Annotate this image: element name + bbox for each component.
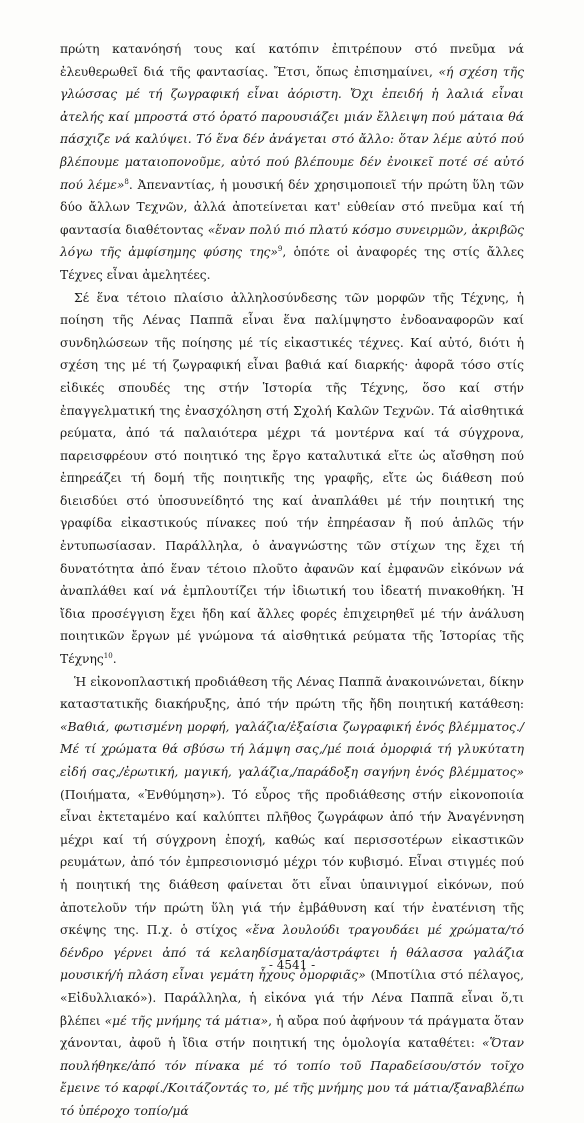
text-run: , ἡ αὔρα πού ἀφήνουν τά πράγματα ὅταν χάνονται, ἀφοῦ ἡ ἴδια στήν ποιητική της ὁμολογία καταθέτει: [60,1013,524,1051]
paragraph [60,287,524,671]
quoted-text: «Βαθιά, φωτισμένη μορφή, γαλάζια/ἐξαίσια ζωγραφική ἑνός βλέμματος./Μέ τί χρώματα θά σβύσω τή λάμψη σας,/μέ ποιά ὀμορφιά τή γλυκύτατη εἰδή σας,/ἐρωτική, μαγική, γαλάζια,/παράδοξη σαγήνη ἑνός βλέμματος» [60,719,524,779]
text-run: Ἡ εἰκονοπλαστική προδιάθεση τῆς Λένας Παππᾶ ἀνακοινώνεται, δίκην καταστατικῆς διακήρυξης, ἀπό τήν πρώτη τῆς ἤδη ποιητική κατάθεση: [60,674,524,712]
quoted-text: «Ὅταν πουλήθηκε/ἀπό τόν πίνακα μέ τό τοπίο τοῦ Παραδείσου/στόν τοῖχο ἔμεινε τό καρφί./Κοιτάζοντάς το, μέ τῆς μνήμης μου τά μάτια/ξαναβλέπω τό ὑπέροχο τοπίο/μά [60,1036,524,1118]
text-run: . [112,652,117,667]
quoted-text: «ἕναν πολύ πιό πλατύ κόσμο συνειρμῶν, ἀκριβῶς λόγω τῆς ἀμφίσημης φύσης της» [60,222,524,260]
text-run: , ὁπότε οἱ ἀναφορές της στίς ἄλλες Τέχνες εἶναι ἀμελητέες. [60,245,524,282]
page-number: - 4541 - [268,958,316,972]
text-run: (Ποιήματα, «Ἐνθύμηση»). Τό εὖρος τῆς προδιάθεσης στήν εἰκονοποιία εἶναι ἐκτεταμένο καί καλύπτει πλῆθος ζωγράφων ἀπό τήν Ἀναγέννηση μέχρι καί τή σύγχρονη ἐποχή, καθώς καί περισσοτέρων εἰκαστικῶν ρευμάτων, ἀπό τόν ἐμπρεσιονισμό μέχρι τόν κυβισμό. Εἶναι στιγμές πού ἡ ποιητική της διάθεση φαίνεται ὅτι εἶναι ὑπαινιγμοί εἰκόνων, πού ἀποτελοῦν τήν πρώτη ὕλη γιά τήν ἐμβάθυνση καί τήν ἐνατένιση τῆς σκέψης της. Π.χ. ὁ στίχος [60,787,524,938]
paragraph [60,671,524,1123]
footnote-marker: 9 [277,245,283,254]
footnote-marker: 10 [103,651,113,660]
quoted-text: «ἕνα λουλούδι τραγουδάει μέ χρώματα/τό δένδρο γέρνει ἀπό τά κελαηδίσματα/ἀστράφτει ἡ θάλασσα γαλάζια μουσική/ἡ πλάση εἶναι γεμάτη ἦχους ὀμορφιᾶς» [60,923,524,983]
text-run: (Μποτίλια στό πέλαγος, «Εἰδυλλιακό»). Παράλληλα, ἡ εἰκόνα γιά τήν Λένα Παππᾶ εἶναι ὅ,τι βλέπει [60,968,524,1028]
quoted-text: «μέ τῆς μνήμης τά μάτια» [104,1013,269,1028]
paragraph [60,38,524,287]
text-run: πρώτη κατανόησή τους καί κατόπιν ἐπιτρέπουν στό πνεῦμα νά ἐλευθερωθεῖ διά τῆς φαντασίας. Ἔτσι, ὅπως ἐπισημαίνει, [60,42,524,79]
text-run: . Ἀπεναντίας, ἡ μουσική δέν χρησιμοποιεῖ τήν πρώτη ὕλη τῶν δύο ἄλλων Τεχνῶν, ἀλλά ἀποτείνεται κατ' εὐθείαν στό πνεῦμα καί τή φαντασία διαθέτοντας [60,177,524,237]
quoted-text: «ή σχέση τῆς γλώσσας μέ τή ζωγραφική εἶναι ἀόριστη. Ὄχι ἐπειδή ἡ λαλιά εἶναι ἀτελής καί μπροστά στό ὁρατό παρουσιάζει μιάν ἔλλειψη πού μάταια θά πάσχιζε νά καλύψει. Τό ἕνα δέν ἀνάγεται στό ἄλλο: ὅταν λέμε αὐτό πού βλέπουμε ματαιοπονοῦμε, αὐτό πού βλέπουμε δέν ἐνοικεῖ ποτέ σέ αὐτό πού λέμε» [60,64,524,192]
text-run: Σέ ἕνα τέτοιο πλαίσιο ἀλληλοσύνδεσης τῶν μορφῶν τῆς Τέχνης, ἡ ποίηση τῆς Λένας Παππᾶ εἶναι ἕνα παλίμψηστο ἐνδοαναφορῶν καί συνδηλώσεων τῆς ποίησης μέ τίς εἰκαστικές τέχνες. Καί αὐτό, διότι ἡ σχέση της μέ τή ζωγραφική εἶναι βαθιά καί διαρκής· ἀφορᾶ τόσο στίς εἰδικές σπουδές της στήν Ἱστορία τῆς Τέχνης, ὅσο καί στήν ἐπαγγελματική της ἐνασχόληση στή Σχολή Καλῶν Τεχνῶν. Τά αἰσθητικά ρεύματα, ἀπό τά παλαιότερα μέχρι τά μοντέρνα καί τά σύγχρονα, παρεισφρέουν στό ποιητικό της ἔργο καταλυτικά εἴτε ὡς αἴσθηση πού ἐπηρεάζει τή δομή τῆς ποιητικῆς της γραφῆς, εἴτε ὡς διάθεση πού διεισδύει στό ὑποσυνείδητό της καί ἀναπλάθει μέ τήν ποιητική της γραφίδα εἰκαστικούς πίνακες πού τήν ἐπηρέασαν ἤ πού ἁπλῶς τήν ἐντυπωσίασαν. Παράλληλα, ὁ ἀναγνώστης τῶν στίχων της ἔχει τή δυνατότητα ἀπό ἕναν τέτοιο πλοῦτο ἀφανῶν καί ἐμφανῶν εἰκόνων νά ἀναπλάθει καί νά ἐμπλουτίζει τήν ἰδιωτική του ἰδεατή πινακοθήκη. Ἡ ἴδια προσέγγιση ἔχει ἤδη καί ἄλλες φορές ἐπιχειρηθεῖ μέ τήν ἀνάλυση ποιητικῶν ἔργων μέ γνώμονα τά αἰσθητικά ρεύματα τῆς Ἱστορίας τῆς Τέχνης [60,290,524,667]
footnote-marker: 8 [124,177,129,186]
